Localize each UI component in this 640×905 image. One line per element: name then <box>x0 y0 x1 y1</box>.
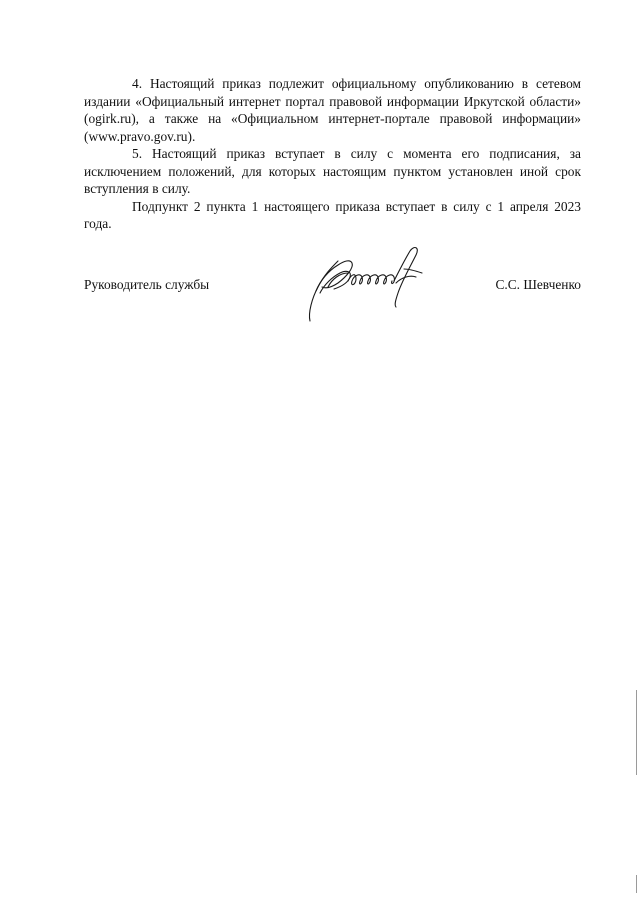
handwritten-signature-icon <box>298 243 434 323</box>
signatory-name: С.С. Шевченко <box>495 277 581 292</box>
document-body <box>84 75 581 233</box>
scan-edge-mark <box>636 875 637 893</box>
scan-edge-mark <box>636 690 637 775</box>
signatory-position: Руководитель службы <box>84 277 210 292</box>
paragraph-subclause: Подпункт 2 пункта 1 настоящего приказа вступает в силу с 1 апреля 2023 года. <box>84 198 581 231</box>
paragraph-5: 5. Настоящий приказ вступает в силу с момента его подписания, за исключением положений, для которых настоящим пунктом установлен иной срок вступления в силу. <box>84 146 581 196</box>
paragraph-4: 4. Настоящий приказ подлежит официальному опубликованию в сетевом издании «Официальный интернет портал правовой информации Иркутской области» (ogirk.ru), а также на «Официальном интернет-портале правовой информации» (www.pravo.gov.ru). <box>84 76 581 144</box>
